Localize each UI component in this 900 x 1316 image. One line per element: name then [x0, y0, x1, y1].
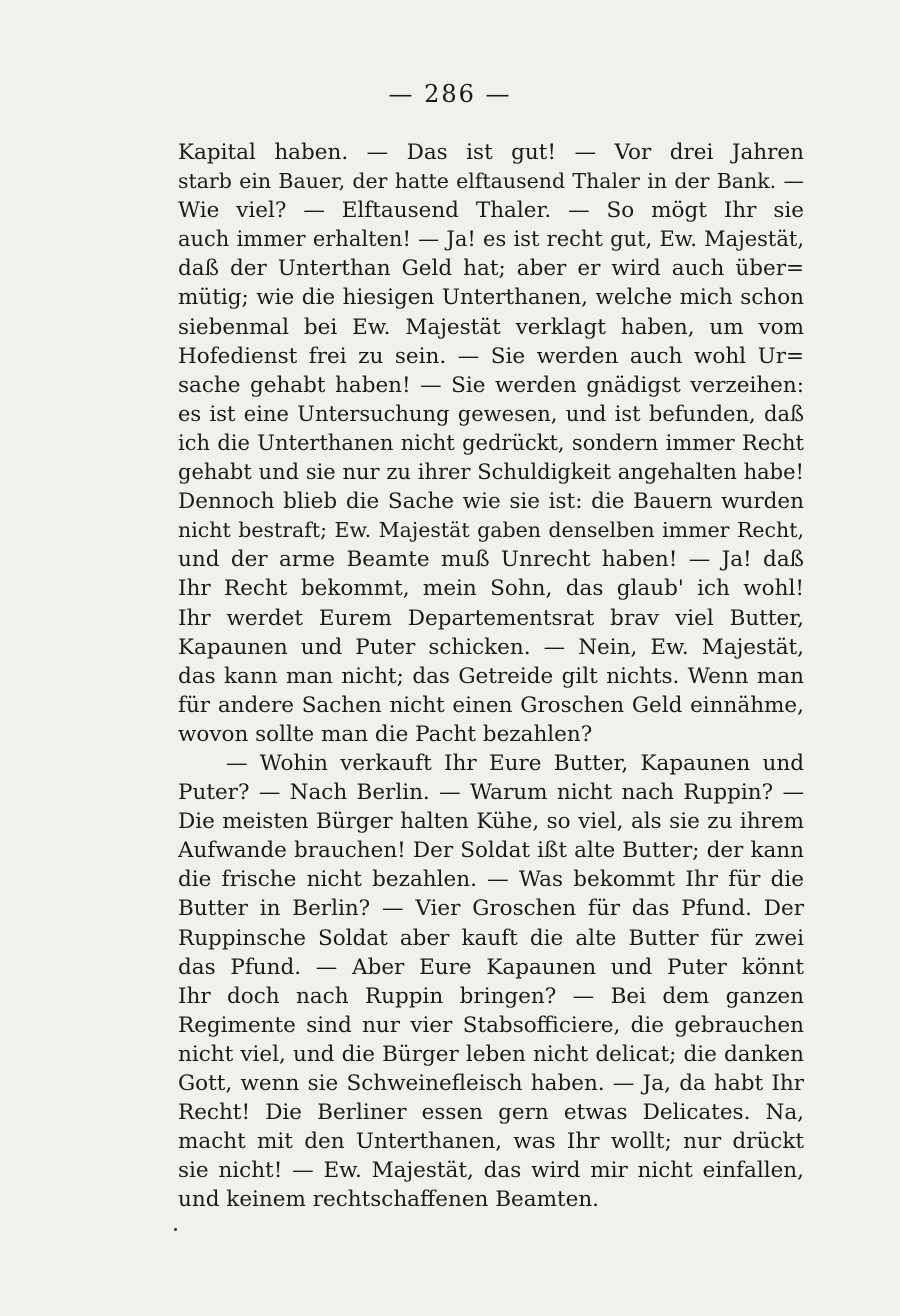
text-line: Die meisten Bürger halten Kühe, so viel, als sie zu ihrem	[178, 809, 804, 835]
ink-speck	[174, 1228, 177, 1231]
text-line: und keinem rechtschaffenen Beamten.	[178, 1187, 600, 1213]
text-line: siebenmal bei Ew. Majestät verklagt haben, um vom	[178, 314, 804, 340]
text-line: Aufwande brauchen! Der Soldat ißt alte Butter; der kann	[178, 838, 804, 864]
text-line: auch immer erhalten! — Ja! es ist recht gut, Ew. Majestät,	[178, 227, 804, 252]
text-line: und der arme Beamte muß Unrecht haben! — Ja! daß	[178, 547, 804, 573]
text-line: macht mit den Unterthanen, was Ihr wollt; nur drückt	[178, 1129, 804, 1155]
text-line: Regimente sind nur vier Stabsofficiere, die gebrauchen	[178, 1012, 804, 1038]
text-line: Hofedienst frei zu sein. — Sie werden auch wohl Ur=	[178, 343, 804, 369]
text-line: Ihr doch nach Ruppin bringen? — Bei dem ganzen	[178, 983, 804, 1009]
text-line: gehabt und sie nur zu ihrer Schuldigkeit angehalten habe!	[178, 460, 804, 485]
text-line: Gott, wenn sie Schweinefleisch haben. — Ja, da habt Ihr	[178, 1071, 804, 1096]
text-line: mütig; wie die hiesigen Unterthanen, welche mich schon	[178, 285, 804, 311]
text-line: Wie viel? — Elftausend Thaler. — So mögt Ihr sie	[178, 198, 804, 224]
text-line: das Pfund. — Aber Eure Kapaunen und Puter könnt	[178, 954, 804, 980]
page-number: — 286 —	[388, 80, 512, 108]
text-line: Butter in Berlin? — Vier Groschen für das Pfund. Der	[178, 896, 804, 922]
paragraph-1	[178, 138, 804, 749]
text-line: Kapital haben. — Das ist gut! — Vor drei Jahren	[178, 140, 804, 165]
text-line: es ist eine Untersuchung gewesen, und ist befunden, daß	[178, 401, 804, 426]
text-line: Ihr werdet Eurem Departementsrat brav viel Butter,	[178, 605, 804, 631]
text-line: Kapaunen und Puter schicken. — Nein, Ew. Majestät,	[178, 634, 804, 660]
text-line: sie nicht! — Ew. Majestät, das wird mir nicht einfallen,	[178, 1158, 804, 1184]
text-line: ich die Unterthanen nicht gedrückt, sondern immer Recht	[178, 430, 804, 455]
text-line: Dennoch blieb die Sache wie sie ist: die Bauern wurden	[178, 489, 804, 515]
text-line: Puter? — Nach Berlin. — Warum nicht nach Ruppin? —	[178, 780, 804, 806]
text-line: — Wohin verkauft Ihr Eure Butter, Kapaunen und	[226, 750, 804, 776]
body-text	[178, 138, 804, 1214]
text-line: das kann man nicht; das Getreide gilt nichts. Wenn man	[178, 663, 804, 689]
text-line: wovon sollte man die Pacht bezahlen?	[178, 721, 593, 747]
text-line: Recht! Die Berliner essen gern etwas Delicates. Na,	[178, 1100, 804, 1126]
text-line: Ruppinsche Soldat aber kauft die alte Butter für zwei	[178, 925, 804, 951]
paragraph-2	[178, 749, 804, 1215]
text-line: daß der Unterthan Geld hat; aber er wird auch über=	[178, 256, 804, 282]
text-line: Ihr Recht bekommt, mein Sohn, das glaub' ich wohl!	[178, 576, 804, 602]
text-line: starb ein Bauer, der hatte elftausend Thaler in der Bank. —	[178, 169, 804, 194]
text-line: die frische nicht bezahlen. — Was bekommt Ihr für die	[178, 867, 804, 893]
text-line: für andere Sachen nicht einen Groschen Geld einnähme,	[178, 692, 804, 718]
text-line: nicht bestraft; Ew. Majestät gaben denselben immer Recht,	[178, 518, 804, 543]
text-line: sache gehabt haben! — Sie werden gnädigst verzeihen:	[178, 372, 804, 398]
text-line: nicht viel, und die Bürger leben nicht delicat; die danken	[178, 1041, 804, 1067]
